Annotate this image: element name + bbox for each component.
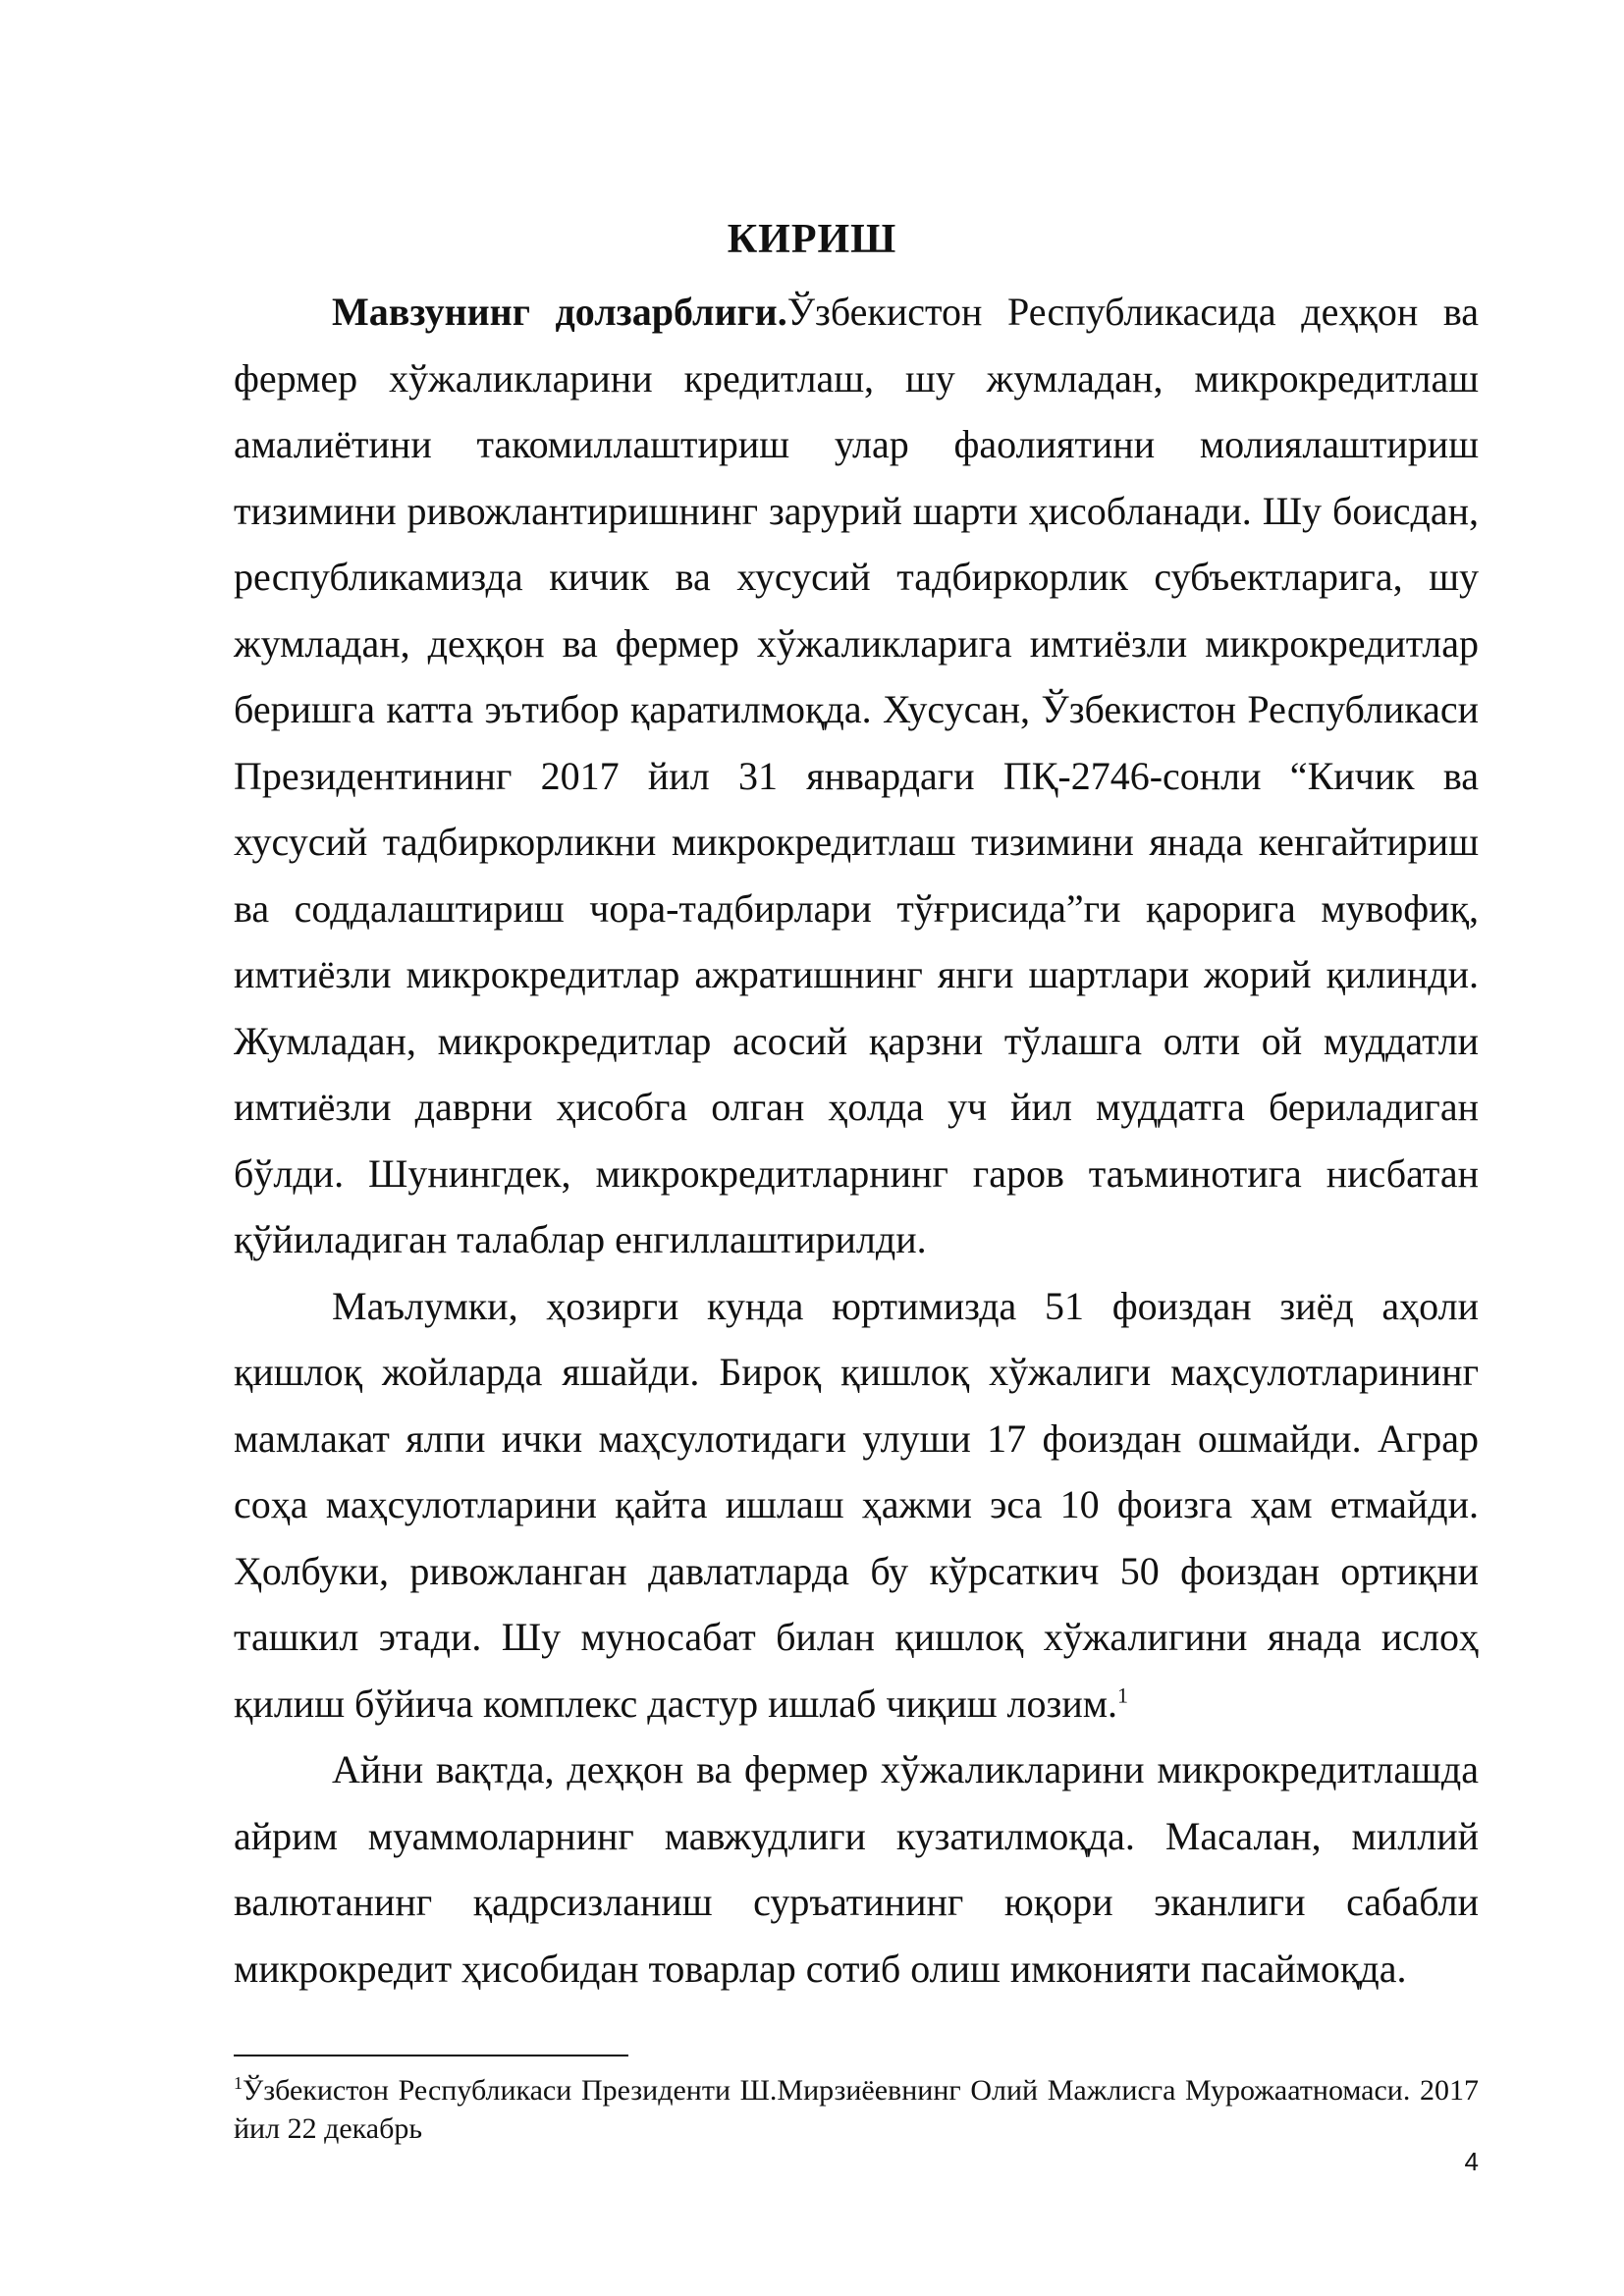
footnote-reference[interactable]: 1	[1117, 1682, 1129, 1708]
paragraph-text: Маълумки, ҳозирги кунда юртимизда 51 фоиздан зиёд аҳоли қишлоқ жойларда яшайди. Бироқ қишлоқ хўжалиги маҳсулотларининг мамлакат ялпи ички маҳсулотидаги улуши 17 фоиздан ошмайди. Аграр соҳа маҳсулотларини қайта ишлаш ҳажми эса 10 фоизга ҳам етмайди. Ҳолбуки, ривожланган давлатларда бу кўрсаткич 50 фоиздан ортиқни ташкил этади. Шу муносабат билан қишлоқ хўжалигини янада ислоҳ қилиш бўйича комплекс дастур ишлаб чиқиш лозим.	[234, 1283, 1479, 1726]
body-text	[234, 279, 1479, 2002]
paragraph-lead: Мавзунинг долзарблиги.	[332, 290, 787, 334]
paragraph-relevance	[234, 279, 1479, 1273]
paragraph-problems	[234, 1736, 1479, 2002]
section-title: КИРИШ	[727, 217, 897, 262]
paragraph-text: Ўзбекистон Республикасида деҳқон ва фермер хўжаликларини кредитлаш, шу жумладан, микрокредитлаш амалиётини такомиллаштириш улар фаолиятини молиялаштириш тизимини ривожлантиришнинг зарурий шарти ҳисобланади. Шу боисдан, республикамизда кичик ва хусусий тадбиркорлик субъектларига, шу жумладан, деҳқон ва фермер хўжаликларига имтиёзли микрокредитлар беришга катта эътибор қаратилмоқда. Хусусан, Ўзбекистон Республикаси Президентининг 2017 йил 31 январдаги ПҚ-2746-сонли “Кичик ва хусусий тадбиркорликни микрокредитлаш тизимини янада кенгайтириш ва соддалаштириш чора-тадбирлари тўғрисида”ги қарорига мувофиқ, имтиёзли микрокредитлар ажратишнинг янги шартлари жорий қилинди. Жумладан, микрокредитлар асосий қарзни тўлашга олти ой муддатли имтиёзли даврни ҳисобга олган ҳолда уч йил муддатга бериладиган бўлди. Шунингдек, микрокредитларнинг гаров таъминотига нисбатан қўйиладиган талаблар енгиллаштирилди.	[234, 290, 1479, 1261]
paragraph-text: Айни вақтда, деҳқон ва фермер хўжаликларини микрокредитлашда айрим муаммоларнинг мавжудлиги кузатилмоқда. Масалан, миллий валютанинг қадрсизланиш суръатининг юқори эканлиги сабабли микрокредит ҳисобидан товарлар сотиб олиш имконияти пасаймоқда.	[234, 1747, 1479, 1991]
paragraph-statistics	[234, 1273, 1479, 1737]
footnote-separator	[234, 2055, 628, 2056]
footnote-marker: 1	[234, 2073, 243, 2093]
footnote-text: Ўзбекистон Республикаси Президенти Ш.Мирзиёевнинг Олий Мажлисга Мурожаатномаси. 2017 йил 22 декабрь	[234, 2074, 1479, 2145]
footnote	[234, 2071, 1479, 2148]
page-number: 4	[1464, 2147, 1479, 2176]
